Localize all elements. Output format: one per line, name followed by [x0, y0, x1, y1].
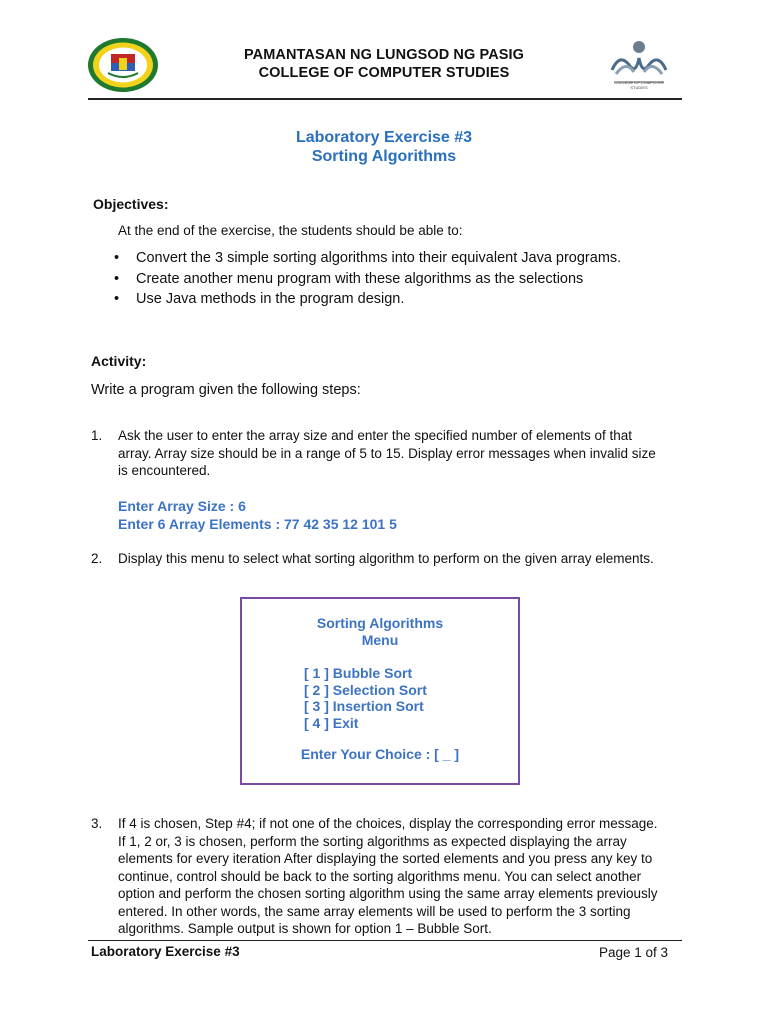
objectives-heading: Objectives:: [93, 196, 169, 212]
sample-input: [118, 498, 397, 533]
exercise-subtitle: Sorting Algorithms: [311, 148, 457, 165]
university-name: PAMANTASAN NG LUNGSOD NG PASIG: [243, 47, 525, 63]
sample-input-line: Enter Array Size : 6: [118, 498, 246, 514]
menu-option-insertion: [ 3 ] Insertion Sort: [304, 698, 424, 714]
step-number: 1.: [91, 428, 103, 443]
step-1-line: Ask the user to enter the array size and enter the specified number of elements of that: [118, 428, 633, 443]
step-number: 3.: [91, 816, 103, 831]
header-rule: [88, 98, 682, 100]
sample-input-line: Enter 6 Array Elements : 77 42 35 12 101 5: [118, 515, 397, 532]
footer-rule: [88, 940, 682, 941]
step-1-text: [118, 427, 678, 480]
objectives-intro: At the end of the exercise, the students should be able to:: [118, 223, 463, 238]
objective-item: • Create another menu program with these algorithms as the selections: [112, 269, 692, 290]
step-3-line: algorithms. Sample output is shown for option 1 – Bubble Sort.: [118, 921, 492, 936]
menu-option-bubble: [ 1 ] Bubble Sort: [304, 665, 413, 681]
menu-prompt: Enter Your Choice : [ _ ]: [300, 746, 460, 762]
objective-item: • Convert the 3 simple sorting algorithms into their equivalent Java programs.: [112, 248, 692, 269]
exercise-title: Laboratory Exercise #3: [295, 129, 473, 146]
step-3-text: [118, 815, 688, 938]
step-3-line: If 4 is chosen, Step #4; if not one of the choices, display the corresponding error message.: [118, 816, 658, 831]
menu-option-selection: [ 2 ] Selection Sort: [304, 681, 427, 698]
menu-options: [304, 665, 427, 731]
step-3-line: elements for every iteration After displaying the sorted elements and you press any key to: [118, 851, 653, 866]
step-3-line: option and perform the chosen sorting algorithm using the same array elements previously: [118, 886, 658, 901]
menu-box: [240, 597, 520, 785]
footer-title: Laboratory Exercise #3: [91, 944, 240, 959]
step-3-line: continue, control should be back to the sorting algorithms menu. You can select another: [118, 868, 642, 884]
menu-subtitle: Menu: [361, 632, 399, 648]
step-3-line: If 1, 2 or, 3 is chosen, perform the sorting algorithms as expected displaying the array: [118, 833, 627, 849]
menu-option-exit: [ 4 ] Exit: [304, 714, 359, 731]
step-3-line: entered. In other words, the same array elements will be used to perform the 3 sorting: [118, 903, 631, 919]
menu-title: Sorting Algorithms: [316, 615, 444, 631]
step-2-text: Display this menu to select what sorting algorithm to perform on the given array elements.: [118, 551, 654, 566]
objective-item: • Use Java methods in the program design.: [112, 289, 692, 310]
college-name: COLLEGE OF COMPUTER STUDIES: [258, 65, 510, 81]
step-number: 2.: [91, 551, 103, 566]
step-1-line: array. Array size should be in a range of 5 to 15. Display error messages when invalid size: [118, 445, 656, 461]
page-number: Page 1 of 3: [599, 945, 669, 960]
logo-caption: COLLEGE OF COMPUTER STUDIES: [614, 80, 664, 90]
objectives-list: [112, 248, 692, 310]
step-1-line: is encountered.: [118, 463, 211, 478]
activity-heading: Activity:: [91, 353, 147, 369]
activity-intro: Write a program given the following steps:: [91, 382, 361, 398]
